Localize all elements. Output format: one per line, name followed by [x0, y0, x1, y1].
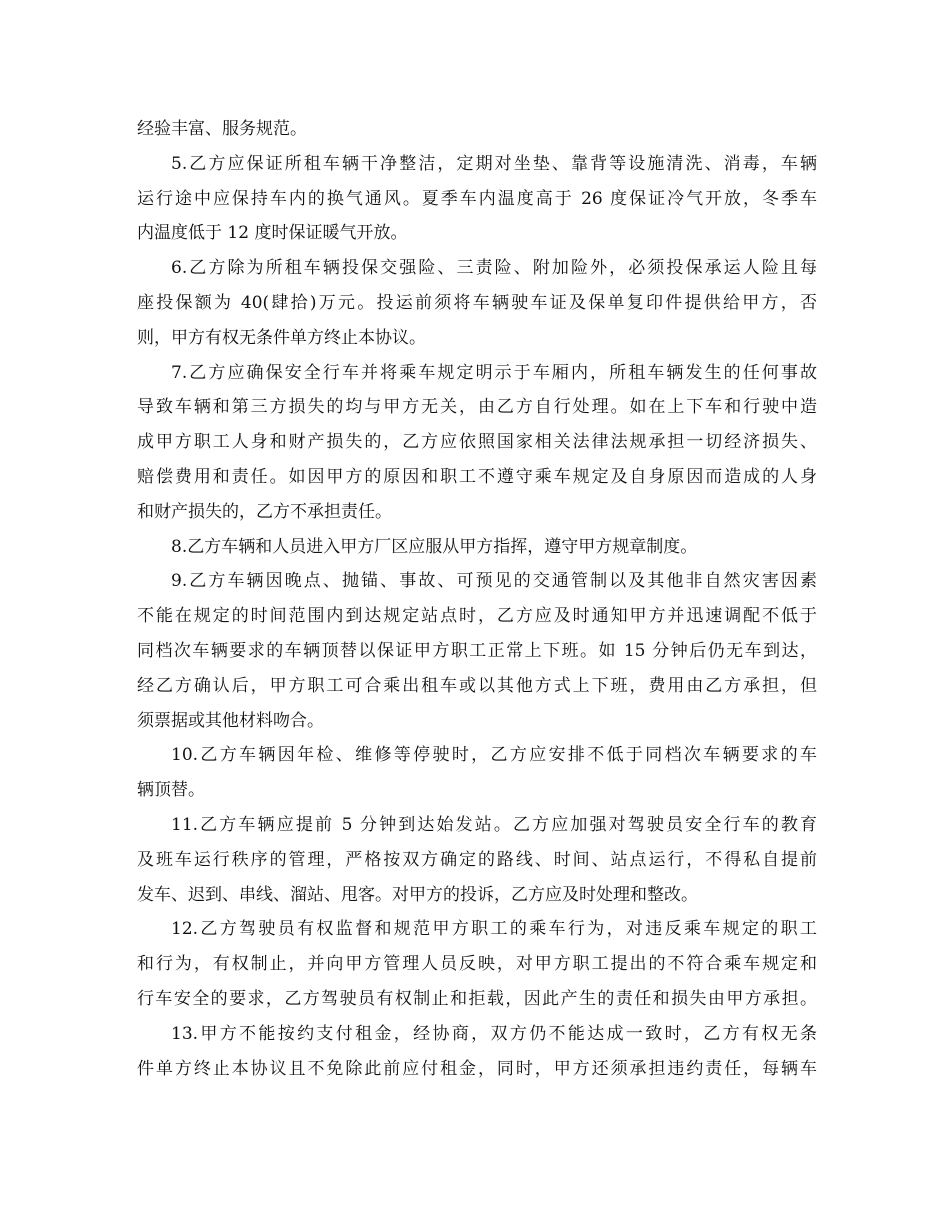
text-line: 发车、迟到、串线、溜站、甩客。对甲方的投诉，乙方应及时处理和整改。	[137, 884, 698, 905]
text-line: 内温度低于 12 度时保证暖气开放。	[137, 223, 408, 244]
text-line: 赔偿费用和责任。如因甲方的原因和职工不遵守乘车规定及自身原因而造成的人身	[137, 466, 817, 487]
text-line: 10.乙方车辆因年检、维修等停驶时，乙方应安排不低于同档次车辆要求的车	[171, 745, 817, 766]
text-line: 件单方终止本协议且不免除此前应付租金，同时，甲方还须承担违约责任，每辆车	[137, 1058, 817, 1079]
text-line: 须票据或其他材料吻合。	[137, 710, 324, 731]
text-line: 则，甲方有权无条件单方终止本协议。	[137, 327, 426, 348]
text-line: 7.乙方应确保安全行车并将乘车规定明示于车厢内，所租车辆发生的任何事故	[171, 362, 817, 383]
text-line: 6.乙方除为所租车辆投保交强险、三责险、附加险外，必须投保承运人险且每	[171, 258, 817, 279]
text-line: 和行为，有权制止，并向甲方管理人员反映，对甲方职工提出的不符合乘车规定和	[137, 954, 817, 975]
text-line: 不能在规定的时间范围内到达规定站点时，乙方应及时通知甲方并迅速调配不低于	[137, 606, 817, 627]
text-line: 9.乙方车辆因晚点、抛锚、事故、可预见的交通管制以及其他非自然灾害因素	[171, 571, 817, 592]
text-line: 成甲方职工人身和财产损失的，乙方应依照国家相关法律法规承担一切经济损失、	[137, 432, 817, 453]
text-line: 辆顶替。	[137, 780, 205, 801]
text-line: 导致车辆和第三方损失的均与甲方无关，由乙方自行处理。如在上下车和行驶中造	[137, 397, 817, 418]
text-line: 13.甲方不能按约支付租金，经协商，双方仍不能达成一致时，乙方有权无条	[171, 1023, 817, 1044]
text-line: 8.乙方车辆和人员进入甲方厂区应服从甲方指挥，遵守甲方规章制度。	[171, 536, 698, 557]
text-line: 和财产损失的，乙方不承担责任。	[137, 501, 392, 522]
text-line: 经乙方确认后，甲方职工可合乘出租车或以其他方式上下班，费用由乙方承担，但	[137, 675, 817, 696]
text-line: 5.乙方应保证所租车辆干净整洁，定期对坐垫、靠背等设施清洗、消毒，车辆	[171, 153, 817, 174]
text-line: 11.乙方车辆应提前 5 分钟到达始发站。乙方应加强对驾驶员安全行车的教育	[171, 814, 817, 835]
text-line: 运行途中应保持车内的换气通风。夏季车内温度高于 26 度保证冷气开放，冬季车	[137, 188, 817, 209]
text-line: 行车安全的要求，乙方驾驶员有权制止和拒载，因此产生的责任和损失由甲方承担。	[137, 988, 817, 1009]
text-line: 座投保额为 40(肆拾)万元。投运前须将车辆驶车证及保单复印件提供给甲方，否	[137, 292, 817, 313]
text-line: 同档次车辆要求的车辆顶替以保证甲方职工正常上下班。如 15 分钟后仍无车到达，	[137, 640, 817, 661]
text-line: 12.乙方驾驶员有权监督和规范甲方职工的乘车行为，对违反乘车规定的职工	[171, 919, 817, 940]
text-line: 及班车运行秩序的管理，严格按双方确定的路线、时间、站点运行，不得私自提前	[137, 849, 817, 870]
document-body	[137, 112, 817, 1086]
text-line: 经验丰富、服务规范。	[137, 119, 307, 139]
